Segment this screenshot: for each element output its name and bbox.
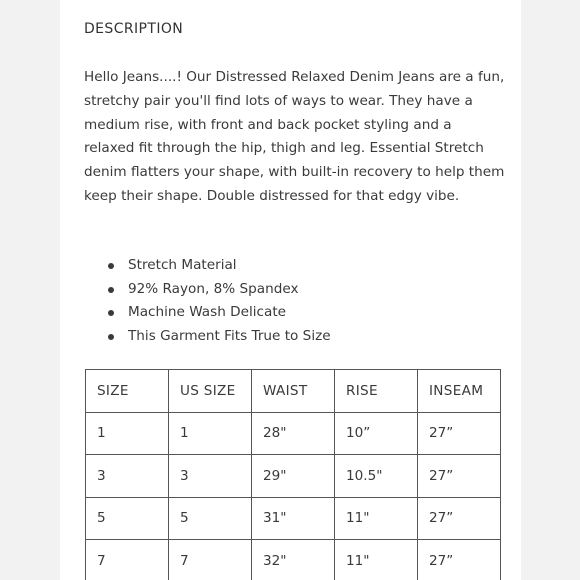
feature-item: Machine Wash Delicate [84,301,331,325]
cell-waist: 32" [252,540,335,580]
cell-us-size: 5 [169,497,252,540]
cell-waist: 31" [252,497,335,540]
cell-inseam: 27” [418,455,501,498]
column-header-inseam: INSEAM [418,370,501,413]
cell-rise: 10.5" [335,455,418,498]
size-chart-table [85,369,501,580]
cell-rise: 10” [335,412,418,455]
column-header-waist: WAIST [252,370,335,413]
cell-rise: 11" [335,540,418,580]
section-heading: DESCRIPTION [84,21,184,37]
cell-us-size: 3 [169,455,252,498]
feature-item: 92% Rayon, 8% Spandex [84,278,331,302]
cell-inseam: 27” [418,497,501,540]
table-row [86,412,501,455]
feature-item: This Garment Fits True to Size [84,325,331,349]
table-row [86,455,501,498]
cell-size: 5 [86,497,169,540]
cell-inseam: 27” [418,412,501,455]
cell-inseam: 27” [418,540,501,580]
feature-item: Stretch Material [84,254,331,278]
cell-size: 1 [86,412,169,455]
cell-waist: 29" [252,455,335,498]
column-header-size: SIZE [86,370,169,413]
column-header-rise: RISE [335,370,418,413]
product-description-panel [60,0,521,580]
cell-rise: 11" [335,497,418,540]
table-row [86,497,501,540]
table-row [86,540,501,580]
table-header-row [86,370,501,413]
cell-us-size: 7 [169,540,252,580]
cell-us-size: 1 [169,412,252,455]
feature-list [84,254,331,348]
column-header-us-size: US SIZE [169,370,252,413]
cell-size: 3 [86,455,169,498]
cell-size: 7 [86,540,169,580]
cell-waist: 28" [252,412,335,455]
product-description-text: Hello Jeans....! Our Distressed Relaxed Denim Jeans are a fun, stretchy pair you'll find lots of ways to wear. They have a medium rise, with front and back pocket styling and a relaxed fit through the hip, thigh and leg. Essential Stretch denim flatters your shape, with built-in recovery to help them keep their shape. Double distressed for that edgy vibe. [84,69,505,204]
